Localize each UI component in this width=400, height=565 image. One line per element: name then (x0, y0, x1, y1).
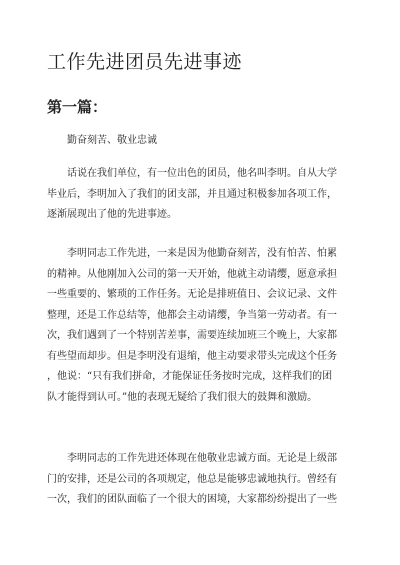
paragraph-line: 整理，还是工作总结等，他都会主动请缨，争当第一劳动者。有一 (47, 309, 337, 321)
paragraph-line: ，他说：“只有我们拼命，才能保证任务按时完成，这样我们的团 (47, 371, 333, 382)
paragraph-line: 一些重要的、繁琐的工作任务。无论是排班值日、会议记录、文件 (47, 289, 337, 300)
paragraph-line: 门的安排，还是公司的各项规定，他总是能够忠诚地执行。曾经有 (47, 473, 337, 485)
paragraph-line: 队才能得到认可。”他的表现无疑给了我们很大的鼓舞和激励。 (47, 391, 318, 403)
section-heading: 第一篇： (47, 98, 108, 116)
document-title: 工作先进团员先进事迹 (47, 51, 243, 73)
paragraph-line: 李明同志工作先进，一来是因为他勤奋刻苦，没有怕苦、怕累 (67, 248, 337, 259)
subheading: 勤奋刻苦、敬业忠诚 (67, 135, 157, 146)
paragraph-line: 次，我们遇到了一个特别苦差事，需要连续加班三个晚上，大家都 (47, 330, 337, 341)
paragraph-line: 毕业后，李明加入了我们的团支部，并且通过积极参加各项工作， (47, 188, 337, 200)
paragraph-line: 逐渐展现出了他的先进事迹。 (47, 209, 177, 220)
paragraph-line: 李明同志的工作先进还体现在他敬业忠诚方面。无论是上级部 (67, 453, 337, 464)
paragraph-line: 的精神。从他刚加入公司的第一天开始，他就主动请缨，愿意承担 (47, 268, 337, 280)
paragraph-line: 有些望而却步。但是李明没有退缩，他主动要求带头完成这个任务 (47, 350, 337, 362)
paragraph-line: 话说在我们单位，有一位出色的团员，他名叫李明。自从大学 (67, 168, 337, 179)
paragraph-3 (47, 449, 353, 511)
paragraph-1 (47, 164, 353, 226)
paragraph-2 (47, 244, 353, 408)
paragraph-line: 一次，我们的团队面临了一个很大的困境，大家都纷纷提出了一些 (47, 494, 337, 505)
